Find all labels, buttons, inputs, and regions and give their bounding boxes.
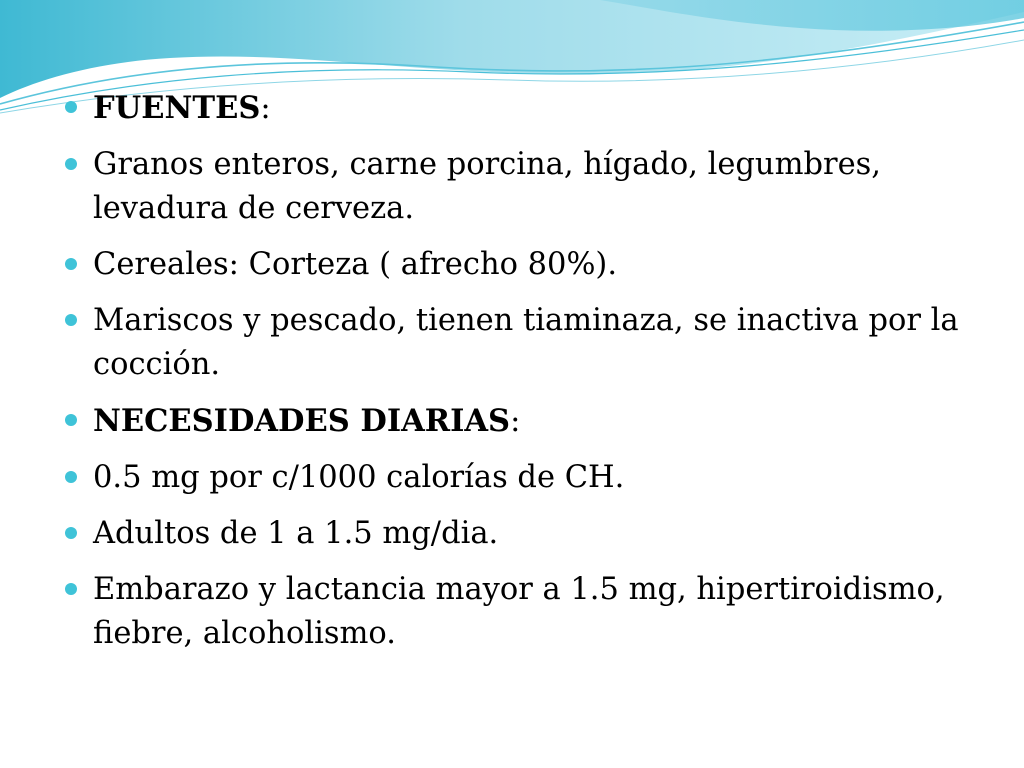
bullet-dot-icon (65, 258, 77, 270)
bullet-text: Embarazo y lactancia mayor a 1.5 mg, hipertiroidismo, fiebre, alcoholismo. (93, 572, 945, 651)
bullet-item-fuentes (64, 86, 964, 131)
bullet-dot-icon (65, 158, 77, 170)
bullet-text: : (260, 91, 271, 126)
bullet-dot-icon (65, 471, 77, 483)
bullet-dot-icon (65, 314, 77, 326)
bullet-item-mariscos (64, 299, 964, 387)
bullet-text: : (510, 404, 521, 439)
bullet-item-cereales (64, 243, 964, 287)
bullet-text: Cereales: Corteza ( afrecho 80%). (93, 247, 618, 282)
bullet-dot-icon (65, 583, 77, 595)
bullet-item-embarazo (64, 568, 964, 656)
bullet-text: Adultos de 1 a 1.5 mg/dia. (93, 516, 499, 551)
bullet-dot-icon (65, 527, 77, 539)
bullet-item-calorias (64, 456, 964, 500)
bullet-item-necesidades (64, 399, 964, 444)
bullet-dot-icon (65, 101, 77, 113)
bullet-heading: FUENTES (93, 90, 261, 126)
bullet-dot-icon (65, 414, 77, 426)
bullet-heading: NECESIDADES DIARIAS (93, 403, 511, 439)
bullet-item-adultos (64, 512, 964, 556)
bullet-text: 0.5 mg por c/1000 calorías de CH. (93, 460, 625, 495)
bullet-list (64, 86, 964, 668)
bullet-text: Granos enteros, carne porcina, hígado, legumbres, levadura de cerveza. (93, 147, 881, 226)
bullet-text: Mariscos y pescado, tienen tiaminaza, se inactiva por la cocción. (93, 303, 959, 382)
bullet-item-granos (64, 143, 964, 231)
